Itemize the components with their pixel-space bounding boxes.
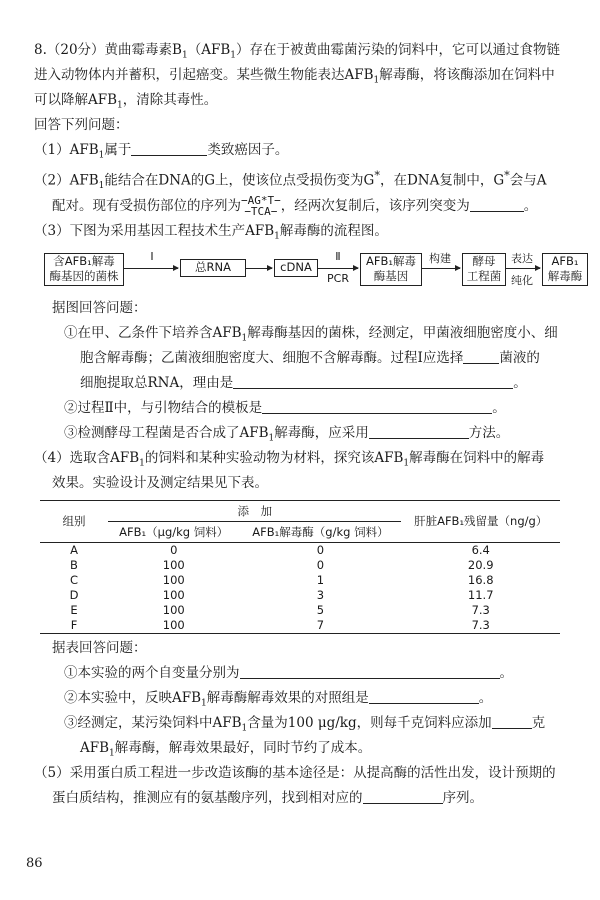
part-4: （4）选取含$AFB_1$的饲料和某种实验动物为材料，探究该$AFB_1$解毒酶在饲料中的解毒	[34, 449, 545, 469]
answer-blank-2[interactable]	[470, 197, 524, 212]
table-header-row	[40, 500, 560, 521]
question-8	[34, 38, 583, 811]
answer-blank-3-1b[interactable]	[233, 374, 513, 389]
flow-arrow-5	[506, 268, 540, 269]
answer-blank-4-3[interactable]	[492, 714, 532, 729]
table-row: A 0 0 6.4	[70, 542, 490, 557]
part-3: （3）下图为采用基因工程技术生产$AFB_1$解毒酶的流程图。	[34, 222, 388, 242]
flow-arrow-1-label: Ⅰ	[150, 249, 154, 263]
subq-3-1-line3: 细胞提取总RNA，理由是 。	[80, 374, 527, 391]
subq-3-2: ②过程Ⅱ中，与引物结合的模板是 。	[64, 399, 506, 416]
subq-3-1: ①在甲、乙条件下培养含$AFB_1$解毒酶基因的菌株，经测定，甲菌液细胞密度小、细	[64, 324, 558, 344]
part-5-line2: 蛋白质结构，推测应有的氨基酸序列，找到相对应的 序列。	[52, 789, 483, 806]
flow-box-gene: AFB₁解毒 酶基因	[360, 253, 422, 286]
header-afb: AFB₁（μg/kg 饲料）	[108, 521, 239, 542]
answer-blank-1[interactable]	[131, 141, 207, 156]
answer-blank-3-1a[interactable]	[463, 349, 499, 364]
page-number: 86	[26, 856, 43, 871]
question-stem-line2: 进入动物体内并蓄积，引起癌变。某些微生物能表达$AFB_1$解毒酶，将该酶添加在饲料中	[34, 67, 555, 86]
table-row: C 100 1 16.8	[69, 572, 494, 587]
flow-box-enzyme: AFB₁ 解毒酶	[542, 253, 588, 286]
flow-box-yeast: 酵母 工程菌	[462, 253, 506, 286]
subq-4-1: ①本实验的两个自变量分别为 。	[64, 664, 513, 681]
header-enzyme: AFB₁解毒酶（g/kg 饲料）	[239, 521, 401, 542]
subq-4-3-line2: $AFB_1$解毒酶，解毒效果最好，同时节约了成本。	[80, 739, 372, 759]
flow-arrow-5-label-top: 表达	[511, 251, 533, 265]
flow-arrow-3	[318, 268, 358, 269]
part-2: $(2)AFB_1$能结合在DNA的G上，使该位点受损伤变为G*，在DNA复制中，G*会与A	[34, 169, 547, 192]
subq-3-3: ③检测酵母工程菌是否合成了$AFB_1$解毒酶，应采用 方法。	[64, 424, 510, 444]
flow-box-cdna: cDNA	[274, 259, 318, 277]
flow-box-total-rna: 总RNA	[180, 259, 246, 277]
answer-blank-4-2[interactable]	[369, 689, 479, 704]
part-5: （5）采用蛋白质工程进一步改造该酶的基本途径是：从提高酶的活性出发，设计预期的	[34, 764, 556, 781]
damaged-sequence: −AG*T− −TCA−	[241, 194, 281, 218]
flow-arrow-3-label-bottom: PCR	[327, 271, 349, 285]
flow-arrow-4-label: 构建	[429, 251, 451, 265]
part-4-line2: 效果。实验设计及测定结果见下表。	[52, 474, 268, 491]
table-row: F 100 7 7.3	[40, 618, 560, 634]
table-prompt: 据表回答问题：	[52, 639, 147, 656]
table-row: B 100 0 20.9	[70, 557, 494, 572]
flow-arrow-2	[246, 268, 272, 269]
header-residue: 肝脏AFB₁残留量（ng/g）	[401, 500, 560, 542]
part-2-line2: 配对。现有受损伤部位的序列为 −AG*T− −TCA− ，经两次复制后，该序列突变为 。	[52, 194, 538, 218]
subq-4-3: ③经测定，某污染饲料中$AFB_1$含量为100 μg/kg，则每千克饲料应添加 克	[64, 714, 546, 734]
flow-chart	[44, 249, 583, 290]
answer-blank-3-3[interactable]	[369, 424, 469, 439]
figure-prompt: 据图回答问题：	[52, 299, 147, 316]
flow-arrow-3-label-top: Ⅱ	[335, 249, 341, 263]
subq-4-2: ②本实验中，反映$AFB_1$解毒酶解毒效果的对照组是 。	[64, 689, 493, 709]
question-stem-line3: 可以降解$AFB_1$，清除其毒性。	[34, 92, 218, 111]
answer-blank-5[interactable]	[363, 789, 443, 804]
flow-arrow-1	[124, 268, 178, 269]
part-1: $(1)AFB_1$属于 类致癌因子。	[34, 142, 289, 161]
flow-box-strain: 含AFB₁解毒 酶基因的菌株	[44, 253, 124, 286]
table-row: E 100 5 7.3	[70, 602, 490, 617]
header-add: 添 加	[108, 500, 401, 521]
result-table	[40, 500, 560, 634]
answer-blank-3-2[interactable]	[262, 399, 492, 414]
header-group: 组别	[40, 500, 108, 542]
table-row: D 100 3 11.7	[69, 587, 494, 602]
answer-prompt: 回答下列问题：	[34, 117, 129, 133]
flow-arrow-4	[422, 268, 460, 269]
flow-arrow-5-label-bottom: 纯化	[511, 273, 533, 287]
answer-blank-4-1[interactable]	[240, 664, 500, 679]
subq-3-1-line2: 胞含解毒酶；乙菌液细胞密度大、细胞不含解毒酶。过程Ⅰ应选择 菌液的	[80, 349, 540, 366]
question-stem: 8.（20分）黄曲霉毒素$B_1(AFB_1)$存在于被黄曲霉菌污染的饲料中，它可以通过食物链	[34, 42, 560, 61]
